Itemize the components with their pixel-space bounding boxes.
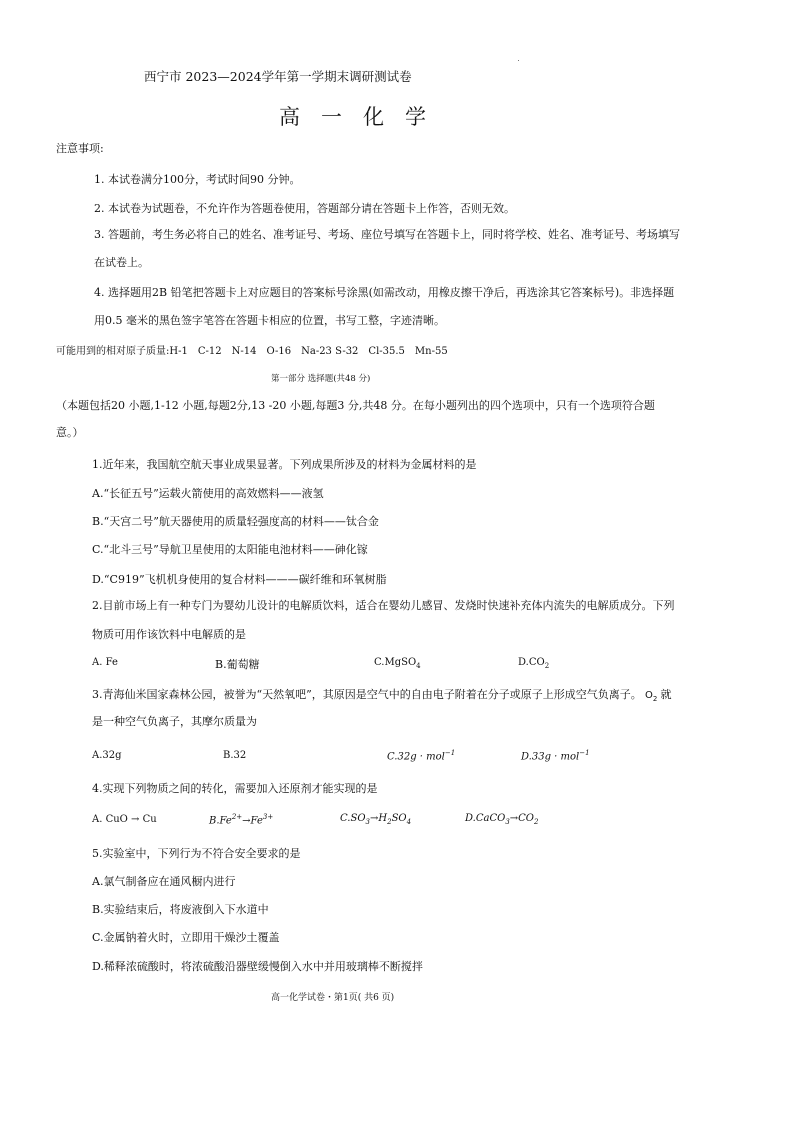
q1-option-d: D.“C919”飞机机身使用的复合材料———碳纤维和环氧树脂 [92, 573, 387, 586]
q4-option-c: $C.SO_3\to H_2SO_4$ [340, 813, 412, 826]
q4-stem: 4.实现下列物质之间的转化，需要加入还原剂才能实现的是 [92, 782, 378, 795]
q3-option-a: A.32g [92, 750, 122, 761]
q3-option-b: B.32 [223, 750, 247, 761]
q3-stem-cont: 是一种空气负离子，其摩尔质量为 [92, 715, 257, 728]
notes-heading: 注意事项: [56, 142, 104, 155]
note-4-cont: 用0.5 毫米的黑色签字笔答在答题卡相应的位置，书写工整，字迹清晰。 [94, 314, 445, 327]
note-1: 1. 本试卷满分100分，考试时间90 分钟。 [94, 173, 301, 186]
q3-option-c: C.32g · mol$^{-1}$ [387, 749, 456, 763]
q5-stem: 5.实验室中，下列行为不符合安全要求的是 [92, 847, 301, 860]
atomic-masses: 可能用到的相对原子质量:H-1 C-12 N-14 O-16 Na-23 S-32 Cl-35.5 Mn-55 [56, 346, 448, 357]
section-title: 第一部分 选择题(共48 分) [271, 374, 371, 384]
exam-title: 西宁市 2023—2024学年第一学期末调研测试卷 [144, 69, 412, 84]
q2-stem-cont: 物质可用作该饮料中电解质的是 [92, 628, 246, 641]
q2-option-d: $D.CO_2$ [518, 657, 550, 670]
q1-option-b: B.“天宫二号”航天器使用的质量轻强度高的材料——钛合金 [92, 515, 379, 528]
q3-option-d: D.33g · mol$^{-1}$ [521, 749, 590, 763]
q4-option-a: A. CuO → Cu [92, 814, 157, 825]
q5-option-a: A.氯气制备应在通风橱内进行 [92, 875, 236, 888]
q5-option-b: B.实验结束后，将废液倒入下水道中 [92, 903, 269, 916]
section-instructions-cont: 意。） [56, 426, 84, 439]
q3-stem: 3.青海仙米国家森林公园，被誉为“天然氧吧”，其原因是空气中的自由电子附着在分子或原子上形成空气负离子。 $O_2$ 就 [92, 688, 672, 703]
q1-option-a: A.“长征五号”运载火箭使用的高效燃料——液氢 [92, 487, 324, 500]
q2-stem: 2.目前市场上有一种专门为婴幼儿设计的电解质饮料，适合在婴幼儿感冒、发烧时快速补充体内流失的电解质成分。下列 [92, 599, 675, 612]
note-4: 4. 选择题用2B 铅笔把答题卡上对应题目的答案标号涂黑(如需改动，用橡皮擦干净后，再选涂其它答案标号)。非选择题 [94, 286, 675, 299]
q4-option-b: $B.Fe^{2+}\to Fe^{3+}$ [209, 813, 274, 827]
q4-option-d: $D.CaCO_3\to CO_2$ [465, 813, 539, 826]
q1-stem: 1.近年来，我国航空航天事业成果显著。下列成果所涉及的材料为金属材料的是 [92, 458, 477, 471]
q5-option-d: D.稀释浓硫酸时，将浓硫酸沿器壁缓慢倒入水中并用玻璃棒不断搅拌 [92, 960, 423, 973]
note-2: 2. 本试卷为试题卷，不允许作为答题卷使用，答题部分请在答题卡上作答，否则无效。 [94, 202, 515, 215]
q5-option-c: C.金属钠着火时，立即用干燥沙土覆盖 [92, 931, 280, 944]
note-3-cont: 在试卷上。 [94, 256, 149, 269]
section-instructions: （本题包括20 小题,1-12 小题,每题2分,13 -20 小题,每题3 分,共48 分。在每小题列出的四个选项中，只有一个选项符合题 [56, 399, 655, 412]
q1-option-c: C.“北斗三号”导航卫星使用的太阳能电池材料——砷化镓 [92, 543, 368, 556]
q2-option-b: B.葡萄糖 [215, 658, 260, 671]
note-3: 3. 答题前，考生务必将自己的姓名、准考证号、考场、座位号填写在答题卡上，同时将学校、姓名、准考证号、考场填写 [94, 228, 680, 241]
q2-option-a: A. Fe [92, 657, 118, 668]
page-footer: 高一化学试卷・第1页( 共6 页) [271, 993, 395, 1003]
speck [518, 60, 519, 61]
q2-option-c: C.MgSO$_4$ [374, 657, 421, 670]
subject-title: 高 一 化 学 [279, 105, 426, 129]
